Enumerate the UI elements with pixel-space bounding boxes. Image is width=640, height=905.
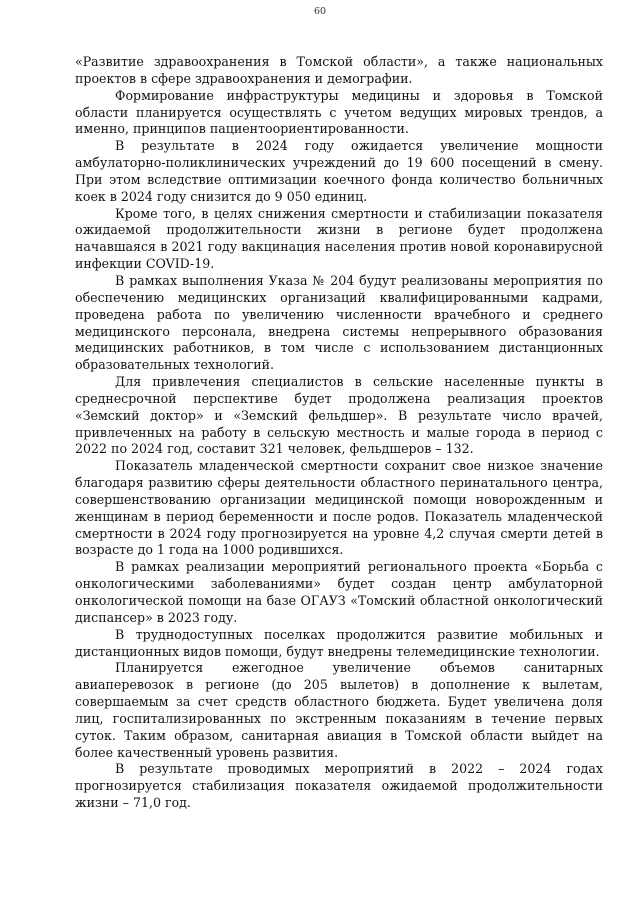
document-body: [75, 54, 603, 812]
paragraph-vaccination: Кроме того, в целях снижения смертности и стабилизации показателя ожидаемой продолжительности жизни в регионе будет продолжена начавшаяся в 2021 году вакцинация населения против новой коронавирусной инфекции COVID-19.: [75, 205, 603, 272]
paragraph-continuation: «Развитие здравоохранения в Томской области», а также национальных проектов в сфере здравоохранения и демографии.: [75, 54, 603, 86]
paragraph-capacity: В результате в 2024 году ожидается увеличение мощности амбулаторно-поликлинических учреждений до 19 600 посещений в смену. При этом вследствие оптимизации коечного фонда количество больничных коек в 2024 году снизится до 9 050 единиц.: [75, 138, 603, 204]
paragraph-air-ambulance: Планируется ежегодное увеличение объемов санитарных авиаперевозок в регионе (до 205 вылетов) в дополнение к вылетам, совершаемым за счет средств областного бюджета. Будет увеличена доля лиц, госпитализированных по экстренным показаниям в течение первых суток. Таким образом, санитарная авиация в Томской области выйдет на более качественный уровень развития.: [75, 660, 603, 760]
paragraph-oncology: В рамках реализации мероприятий регионального проекта «Борьба с онкологическими заболеваниями» будет создан центр амбулаторной онкологической помощи на базе ОГАУЗ «Томский областной онкологический диспансер» в 2023 году.: [75, 559, 603, 625]
paragraph-infant-mortality: Показатель младенческой смертности сохранит свое низкое значение благодаря развитию сферы деятельности областного перинатального центра, совершенствованию организации медицинской помощи новорожденным и женщинам в период беременности и после родов. Показатель младенческой смертности в 2024 году прогнозируется на уровне 4,2 случая смерти детей в возрасте до 1 года на 1000 родившихся.: [75, 458, 603, 558]
paragraph-life-expectancy: В результате проводимых мероприятий в 2022 – 2024 годах прогнозируется стабилизация показателя ожидаемой продолжительности жизни – 71,0 год.: [75, 761, 603, 811]
paragraph-telemedicine: В труднодоступных поселках продолжится развитие мобильных и дистанционных видов помощи, будут внедрены телемедицинские технологии.: [75, 626, 603, 659]
paragraph-rural-specialists: Для привлечения специалистов в сельские населенные пункты в среднесрочной перспективе будет продолжена реализация проектов «Земский доктор» и «Земский фельдшер». В результате число врачей, привлеченных на работу в сельскую местность и малые города в период с 2022 по 2024 год, составит 321 человек, фельдшеров – 132.: [75, 374, 603, 457]
paragraph-infrastructure: Формирование инфраструктуры медицины и здоровья в Томской области планируется осуществлять с учетом ведущих мировых трендов, а именно, принципов пациентоориентированности.: [75, 87, 603, 137]
paragraph-decree-204: В рамках выполнения Указа № 204 будут реализованы мероприятия по обеспечению медицинских организаций квалифицированными кадрами, проведена работа по увеличению численности врачебного и среднего медицинского персонала, внедрена системы непрерывного образования медицинских работников, в том числе с использованием дистанционных образовательных технологий.: [75, 272, 603, 373]
page-number: 60: [313, 6, 327, 17]
